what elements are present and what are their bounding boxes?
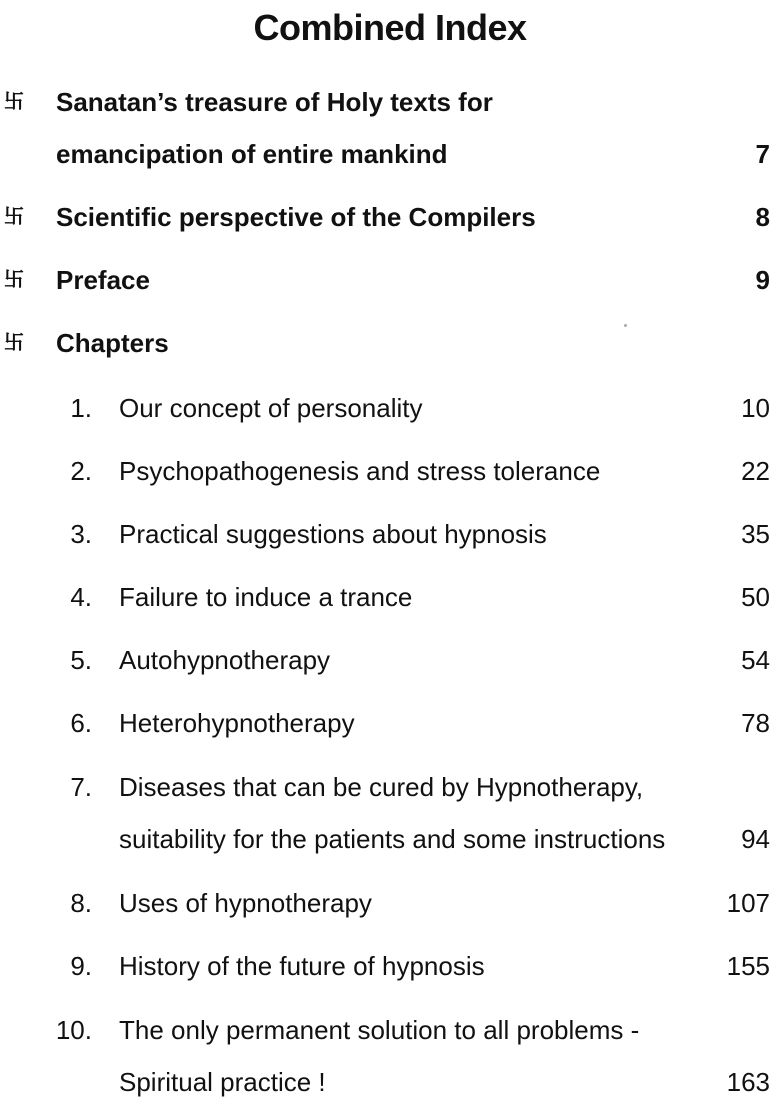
swastika-icon: 卐 bbox=[4, 91, 24, 113]
page-number: 163 bbox=[726, 1067, 770, 1097]
page-number: 78 bbox=[741, 708, 770, 738]
chapter-number: 9. bbox=[70, 951, 92, 981]
chapter-entry-2 bbox=[0, 451, 780, 491]
chapter-title-line: Spiritual practice ! bbox=[119, 1067, 326, 1097]
chapter-entry-8 bbox=[0, 883, 780, 923]
page-number: 54 bbox=[741, 645, 770, 675]
page-number: 8 bbox=[755, 202, 770, 232]
page-number: 9 bbox=[755, 265, 770, 295]
chapter-number: 3. bbox=[70, 519, 92, 549]
chapter-title-line: Uses of hypnotherapy bbox=[119, 888, 372, 918]
chapter-title-line: Psychopathogenesis and stress tolerance bbox=[119, 456, 601, 486]
chapter-entry-7-cont bbox=[0, 819, 780, 859]
section-entry-treasure-cont bbox=[0, 134, 780, 174]
page-number: 7 bbox=[755, 139, 770, 169]
page-number: 50 bbox=[741, 582, 770, 612]
chapter-entry-4 bbox=[0, 577, 780, 617]
page-title: Combined Index bbox=[253, 7, 527, 48]
swastika-icon: 卐 bbox=[4, 269, 24, 291]
chapter-entry-5 bbox=[0, 640, 780, 680]
chapter-number: 7. bbox=[70, 772, 92, 802]
section-title-line: Sanatan’s treasure of Holy texts for bbox=[56, 87, 493, 117]
section-entry-perspective bbox=[0, 197, 780, 237]
chapter-title-line: suitability for the patients and some instructions bbox=[119, 824, 666, 854]
section-title-line: Scientific perspective of the Compilers bbox=[56, 202, 536, 232]
chapter-number: 4. bbox=[70, 582, 92, 612]
chapter-title-line: Heterohypnotherapy bbox=[119, 708, 355, 738]
chapter-entry-3 bbox=[0, 514, 780, 554]
section-entry-treasure bbox=[0, 82, 780, 122]
chapter-number: 8. bbox=[70, 888, 92, 918]
chapter-entry-10-cont bbox=[0, 1062, 780, 1102]
section-title-line: Chapters bbox=[56, 328, 169, 358]
chapter-title-line: Autohypnotherapy bbox=[119, 645, 331, 675]
page-number: 107 bbox=[726, 888, 770, 918]
chapter-title-line: The only permanent solution to all problems - bbox=[119, 1015, 640, 1045]
page-number: 22 bbox=[741, 456, 770, 486]
chapter-entry-6 bbox=[0, 703, 780, 743]
section-entry-chapters bbox=[0, 323, 780, 363]
page-number: 155 bbox=[726, 951, 770, 981]
chapter-entry-9 bbox=[0, 946, 780, 986]
chapter-title-line: History of the future of hypnosis bbox=[119, 951, 485, 981]
chapter-number: 10. bbox=[55, 1015, 92, 1045]
chapter-entry-10 bbox=[0, 1010, 780, 1050]
scan-speck bbox=[624, 324, 627, 327]
section-title-line: emancipation of entire mankind bbox=[56, 139, 448, 169]
swastika-icon: 卐 bbox=[4, 206, 24, 228]
chapter-number: 6. bbox=[70, 708, 92, 738]
chapter-title-line: Diseases that can be cured by Hypnotherapy, bbox=[119, 772, 644, 802]
swastika-icon: 卐 bbox=[4, 332, 24, 354]
page-number: 35 bbox=[741, 519, 770, 549]
chapter-title-line: Failure to induce a trance bbox=[119, 582, 413, 612]
page-number: 10 bbox=[741, 393, 770, 423]
page-number: 94 bbox=[741, 824, 770, 854]
chapter-title-line: Practical suggestions about hypnosis bbox=[119, 519, 547, 549]
chapter-number: 1. bbox=[70, 393, 92, 423]
chapter-number: 5. bbox=[70, 645, 92, 675]
chapter-entry-1 bbox=[0, 388, 780, 428]
section-entry-preface bbox=[0, 260, 780, 300]
chapter-entry-7 bbox=[0, 767, 780, 807]
chapter-title-line: Our concept of personality bbox=[119, 393, 423, 423]
section-title-line: Preface bbox=[56, 265, 150, 295]
chapter-number: 2. bbox=[70, 456, 92, 486]
